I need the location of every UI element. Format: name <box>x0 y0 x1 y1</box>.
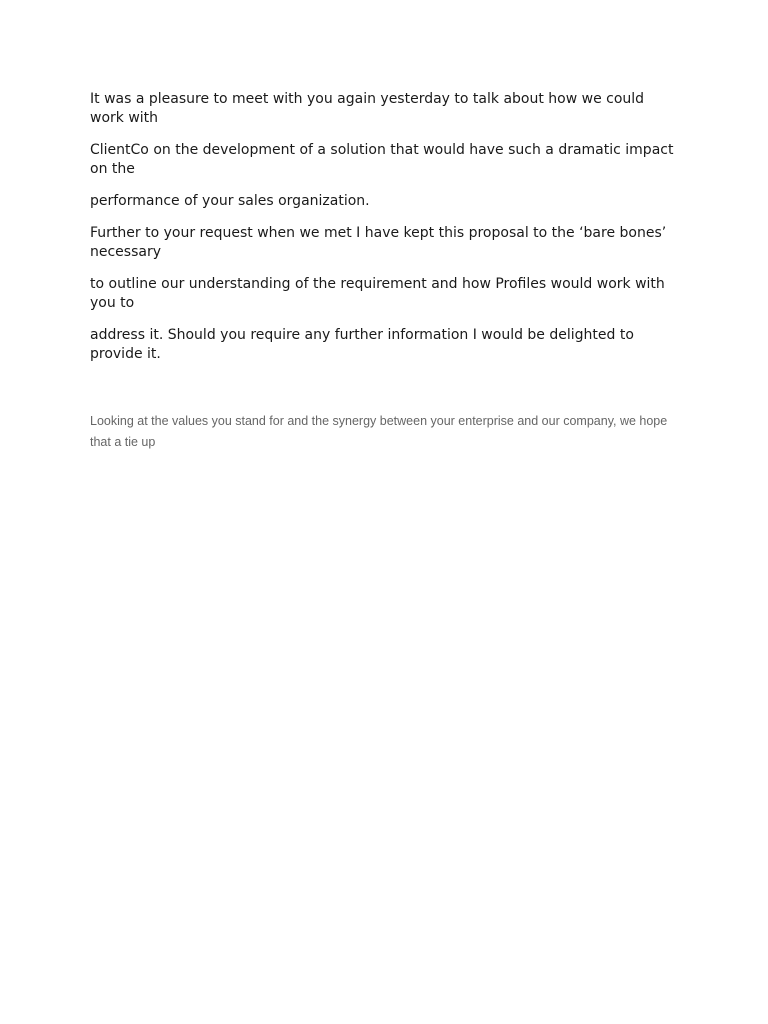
paragraph: performance of your sales organization. <box>90 193 370 209</box>
paragraph: address it. Should you require any further information I would be delighted to provide it. <box>90 327 634 362</box>
paragraph: ClientCo on the development of a solution that would have such a dramatic impact on the <box>90 142 674 177</box>
secondary-paragraph: Looking at the values you stand for and the synergy between your enterprise and our company, we hope that a tie up <box>90 414 668 449</box>
paragraph: Further to your request when we met I have kept this proposal to the ‘bare bones’ necessary <box>90 225 667 260</box>
paragraph: It was a pleasure to meet with you again yesterday to talk about how we could work with <box>90 91 645 126</box>
document-body <box>90 90 680 453</box>
paragraph: to outline our understanding of the requirement and how Profiles would work with you to <box>90 276 665 311</box>
